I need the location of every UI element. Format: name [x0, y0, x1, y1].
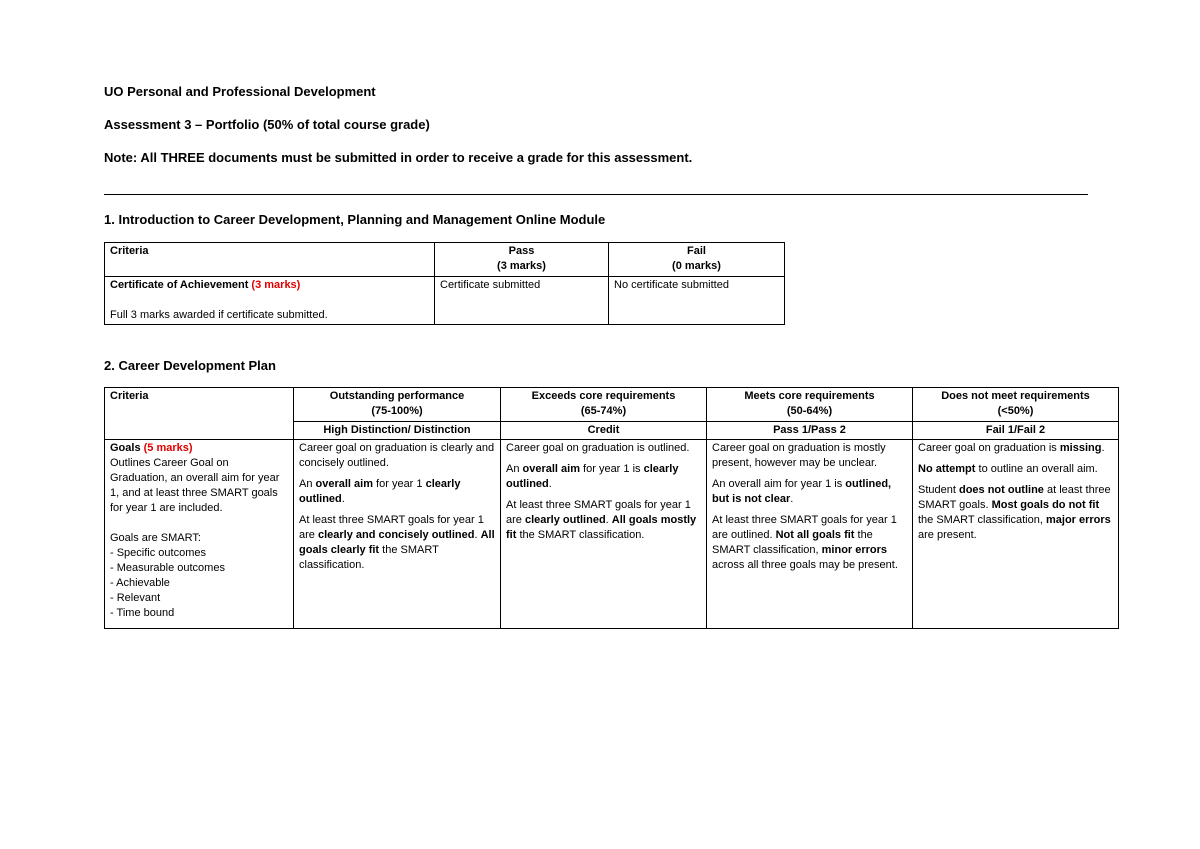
text-run: clearly and concisely outlined — [317, 529, 475, 541]
criteria-header: Criteria — [105, 388, 294, 440]
section-2-heading: 2. Career Development Plan — [104, 358, 276, 373]
list-item: - Time bound — [110, 607, 175, 619]
text-run: major errors — [1045, 514, 1111, 526]
fail-header — [609, 243, 785, 277]
text-run: Student — [918, 484, 959, 496]
cell-paragraph: At least three SMART goals for year 1 are clearly outlined. All goals mostly fit the SMART classification. — [506, 499, 697, 541]
cell-paragraph: An overall aim for year 1 is clearly outlined. — [506, 463, 679, 490]
text-run: to outline an overall aim. — [975, 463, 1098, 475]
criteria-label: Certificate of Achievement — [110, 279, 252, 291]
column-title: Meets core requirements — [744, 390, 875, 402]
credit-cell — [501, 440, 707, 629]
table-row — [105, 440, 1119, 629]
text-run: the SMART classification, — [918, 514, 1046, 526]
text-run: No attempt — [918, 463, 976, 475]
text-run: the SMART classification. — [516, 529, 645, 541]
text-run: for year 1 is — [580, 463, 644, 475]
text-run: All goals clearly fit — [299, 529, 495, 556]
text-run: for year 1 — [373, 478, 426, 490]
text-run: missing — [1059, 442, 1102, 454]
column-range: (50-64%) — [786, 405, 833, 417]
grade-credit: Credit — [501, 422, 707, 440]
criteria-cell — [105, 440, 294, 629]
list-item: - Measurable outcomes — [110, 562, 225, 574]
cell-paragraph — [712, 513, 907, 573]
column-range: (<50%) — [997, 405, 1034, 417]
column-title: Exceeds core requirements — [531, 390, 676, 402]
text-run: At least three SMART goals for year 1 are — [299, 514, 484, 541]
grade-pass: Pass 1/Pass 2 — [707, 422, 913, 440]
text-run: the SMART classification, — [712, 529, 873, 556]
column-title: Outstanding performance — [329, 390, 465, 402]
list-item: - Specific outcomes — [110, 547, 206, 559]
grade-fail: Fail 1/Fail 2 — [913, 422, 1119, 440]
text-run: are present. — [918, 529, 977, 541]
text-run: overall aim — [522, 463, 580, 475]
text-run: the SMART classification. — [299, 544, 439, 571]
cell-paragraph: An overall aim for year 1 is outlined, but is not clear. — [712, 478, 892, 505]
cell-paragraph: Career goal on graduation is missing. — [918, 442, 1105, 454]
hd-cell — [294, 440, 501, 629]
text-run: Career goal on graduation is — [918, 442, 1060, 454]
text-run: clearly outlined — [299, 478, 461, 505]
cell-paragraph — [918, 483, 1113, 543]
section-1-heading: 1. Introduction to Career Development, Planning and Management Online Module — [104, 212, 606, 227]
pass-header-title: Pass — [508, 245, 535, 257]
exceeds-header — [501, 388, 707, 422]
table-header-row — [105, 243, 785, 277]
text-run: All goals mostly fit — [506, 514, 697, 541]
criteria-cell — [105, 277, 435, 325]
document-title: UO Personal and Professional Development — [104, 84, 376, 99]
fail-header-title: Fail — [687, 245, 706, 257]
text-run: An — [506, 463, 523, 475]
text-run: At least three SMART goals for year 1 are outlined. — [712, 514, 897, 541]
column-title: Does not meet requirements — [941, 390, 1090, 402]
criteria-marks: (5 marks) — [143, 442, 193, 454]
text-run: does not outline — [958, 484, 1044, 496]
criteria-description: Outlines Career Goal on Graduation, an overall aim for year 1, and at least three SMART goals for year 1 are included. — [110, 457, 280, 514]
cell-paragraph: Career goal on graduation is mostly present, however may be unclear. — [712, 442, 886, 469]
pass-cell — [707, 440, 913, 629]
text-run: overall aim — [315, 478, 373, 490]
cell-paragraph — [918, 462, 1113, 477]
list-item: - Relevant — [110, 592, 161, 604]
criteria-marks: (3 marks) — [251, 279, 301, 291]
fail-cell: No certificate submitted — [609, 277, 785, 325]
outstanding-header — [294, 388, 501, 422]
text-run: minor errors — [821, 544, 888, 556]
online-module-rubric-table — [104, 242, 785, 325]
table-header-row — [105, 388, 1119, 422]
column-range: (65-74%) — [580, 405, 627, 417]
table-row — [105, 277, 785, 325]
pass-cell: Certificate submitted — [435, 277, 609, 325]
cell-paragraph: Career goal on graduation is outlined. — [506, 442, 690, 454]
text-run: An overall aim for year 1 is — [712, 478, 846, 490]
grade-hd: High Distinction/ Distinction — [294, 422, 501, 440]
text-run: clearly outlined — [524, 514, 606, 526]
text-run: outlined, — [845, 478, 892, 490]
career-plan-rubric-table — [104, 387, 1119, 629]
criteria-description: Full 3 marks awarded if certificate submitted. — [110, 309, 328, 321]
cell-paragraph: An overall aim for year 1 clearly outlined. — [299, 478, 461, 505]
text-run: but is not clear — [712, 493, 791, 505]
text-run: clearly outlined — [506, 463, 679, 490]
horizontal-divider — [104, 194, 1088, 195]
cell-paragraph: Career goal on graduation is clearly and concisely outlined. — [299, 442, 495, 469]
text-run: Not all goals fit — [775, 529, 855, 541]
pass-header — [435, 243, 609, 277]
smart-heading: Goals are SMART: — [110, 532, 201, 544]
submission-note: Note: All THREE documents must be submitted in order to receive a grade for this assessment. — [104, 150, 693, 165]
text-run: Most goals do not fit — [991, 499, 1100, 511]
fail-header-marks: (0 marks) — [672, 260, 721, 272]
cell-paragraph: At least three SMART goals for year 1 are clearly and concisely outlined. All goals clearly fit the SMART classification. — [299, 514, 495, 571]
text-run: across all three goals may be present. — [712, 559, 898, 571]
text-run: at least three SMART goals. — [918, 484, 1111, 511]
text-run: An — [299, 478, 316, 490]
pass-header-marks: (3 marks) — [497, 260, 546, 272]
fail-cell — [913, 440, 1119, 629]
criteria-label: Goals — [110, 442, 144, 454]
text-run: At least three SMART goals for year 1 are — [506, 499, 691, 526]
meets-header — [707, 388, 913, 422]
does-not-meet-header — [913, 388, 1119, 422]
criteria-header: Criteria — [105, 243, 435, 277]
column-range: (75-100%) — [371, 405, 423, 417]
document-subtitle: Assessment 3 – Portfolio (50% of total course grade) — [104, 117, 430, 132]
list-item: - Achievable — [110, 577, 170, 589]
